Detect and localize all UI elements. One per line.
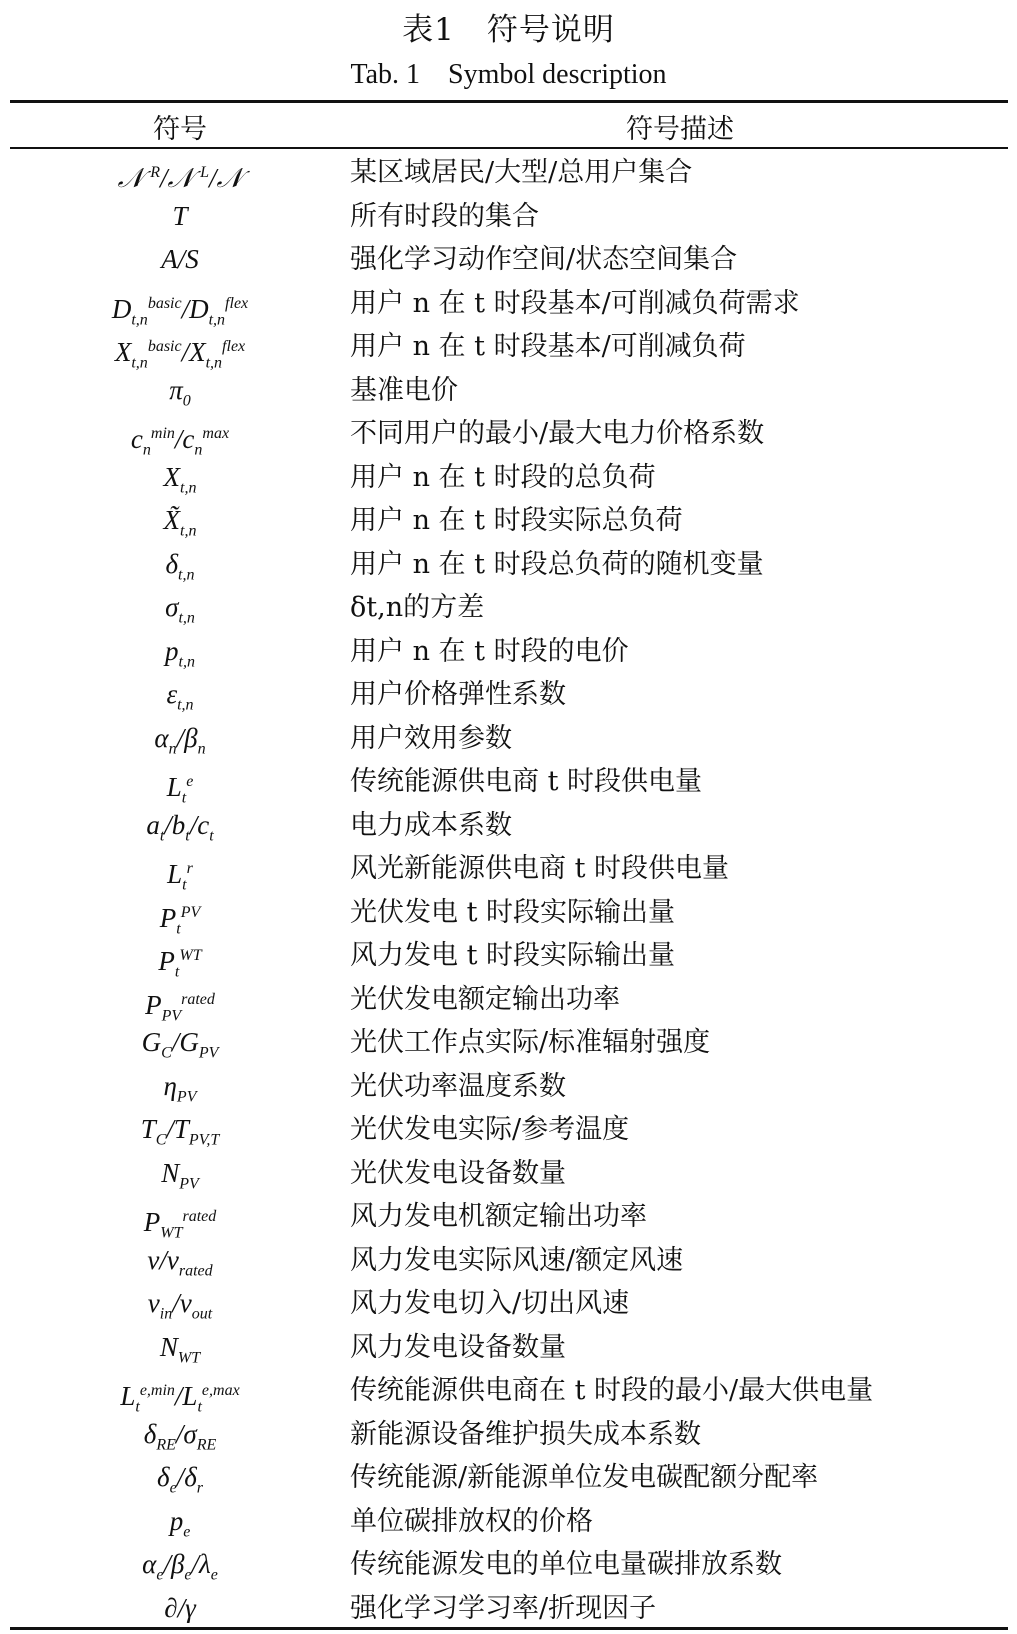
bottom-rule xyxy=(10,1627,1008,1630)
symbol-cell: $N_{WT}$ xyxy=(159,1331,201,1366)
description-cell: 光伏发电额定输出功率 xyxy=(350,983,620,1015)
table-row xyxy=(10,760,1008,807)
table-row xyxy=(10,586,1008,630)
description-cell: 光伏发电实际/参考温度 xyxy=(350,1114,630,1145)
table-row xyxy=(10,1152,1008,1196)
description-cell: 风力发电机额定输出功率 xyxy=(350,1201,647,1232)
table-row xyxy=(10,1500,1008,1544)
description-cell: 所有时段的集合 xyxy=(350,200,539,232)
symbol-cell: $v/v_{rated}$ xyxy=(147,1244,213,1279)
symbol-cell: $N_{PV}$ xyxy=(161,1157,199,1192)
symbol-cell: $X̃_{t,n}$ xyxy=(163,505,197,540)
table-row xyxy=(10,804,1008,848)
description-cell: 某区域居民/大型/总用户集合 xyxy=(350,157,693,188)
symbol-cell: $a_t/b_t/c_t$ xyxy=(146,809,214,844)
description-cell: 用户 n 在 t 时段实际总负荷 xyxy=(350,505,683,536)
table-row xyxy=(10,456,1008,500)
symbol-cell: A/S xyxy=(161,244,199,274)
table-row xyxy=(10,151,1008,195)
table-row xyxy=(10,369,1008,413)
top-rule xyxy=(10,100,1008,103)
symbol-cell: $L_t^{e,min}/L_t^{e,max}$ xyxy=(120,1381,240,1416)
symbol-cell: $P_{PV}^{rated}$ xyxy=(145,989,215,1024)
description-cell: 传统能源供电商在 t 时段的最小/最大供电量 xyxy=(350,1375,874,1406)
description-cell: 风力发电 t 时段实际输出量 xyxy=(350,940,676,971)
description-cell: 用户 n 在 t 时段的总负荷 xyxy=(350,461,656,493)
description-cell: 光伏工作点实际/标准辐射强度 xyxy=(350,1027,711,1058)
symbol-cell: $v_{in}/v_{out}$ xyxy=(147,1288,213,1323)
table-row xyxy=(10,543,1008,587)
header-description: 符号描述 xyxy=(626,114,734,145)
table-row xyxy=(10,978,1008,1022)
table-header xyxy=(10,104,1008,146)
description-cell: 不同用户的最小/最大电力价格系数 xyxy=(350,418,765,449)
table-row xyxy=(10,282,1008,326)
description-cell: 用户效用参数 xyxy=(350,722,512,754)
table-body xyxy=(10,151,1008,1630)
symbol-cell: $L_t^e$ xyxy=(166,772,194,807)
table-row xyxy=(10,1413,1008,1457)
table-row xyxy=(10,1587,1008,1631)
description-cell: 强化学习动作空间/状态空间集合 xyxy=(350,244,738,275)
description-cell: 用户 n 在 t 时段基本/可削减负荷需求 xyxy=(350,287,800,319)
description-cell: 用户 n 在 t 时段的电价 xyxy=(350,635,629,667)
description-cell: 风力发电切入/切出风速 xyxy=(350,1288,630,1319)
symbol-cell: $\eta_{PV}$ xyxy=(163,1070,197,1105)
table-row xyxy=(10,499,1008,543)
symbol-cell: $p_e$ xyxy=(169,1505,191,1540)
description-cell: 用户 n 在 t 时段总负荷的随机变量 xyxy=(350,548,764,580)
description-cell: 光伏发电设备数量 xyxy=(350,1157,566,1189)
description-cell: 风力发电设备数量 xyxy=(350,1331,566,1363)
symbol-cell: $P_t^{WT}$ xyxy=(158,946,202,981)
table-row xyxy=(10,673,1008,717)
description-cell: 光伏功率温度系数 xyxy=(350,1070,566,1102)
symbol-cell: $P_t^{PV}$ xyxy=(159,902,201,937)
symbol-cell: 𝒩 $^R$/𝒩 $^L$/𝒩 xyxy=(117,163,243,193)
symbol-cell: ∂/γ xyxy=(164,1592,196,1623)
symbol-cell: $\alpha_e/\beta_e/\lambda_e$ xyxy=(142,1549,218,1584)
table-row xyxy=(10,1543,1008,1587)
table-row xyxy=(10,238,1008,282)
table-row xyxy=(10,1108,1008,1152)
table-row xyxy=(10,1282,1008,1326)
symbol-cell: $\sigma_{t,n}$ xyxy=(165,592,195,627)
table-row xyxy=(10,325,1008,372)
description-cell: 光伏发电 t 时段实际输出量 xyxy=(350,896,676,928)
symbol-cell: $X_{t,n}$ xyxy=(163,461,197,496)
table-row xyxy=(10,1326,1008,1370)
symbol-cell: $L_t^r$ xyxy=(167,859,193,894)
table-row xyxy=(10,1369,1008,1416)
symbol-cell: $\delta_{t,n}$ xyxy=(165,548,195,583)
description-cell: 基准电价 xyxy=(350,374,458,406)
symbol-cell: $p_{t,n}$ xyxy=(165,635,195,670)
description-cell: 电力成本系数 xyxy=(350,809,512,841)
symbol-cell: T xyxy=(172,200,188,231)
table-row xyxy=(10,847,1008,894)
description-cell: 新能源设备维护损失成本系数 xyxy=(350,1418,701,1450)
table-row xyxy=(10,630,1008,674)
symbol-cell: $\delta_{RE}/\sigma_{RE}$ xyxy=(143,1418,217,1453)
table-title-english: Tab. 1 Symbol description xyxy=(350,59,667,90)
description-cell: 用户价格弹性系数 xyxy=(350,679,566,710)
description-cell: 单位碳排放权的价格 xyxy=(350,1505,593,1537)
description-cell: 传统能源/新能源单位发电碳配额分配率 xyxy=(350,1462,819,1493)
header-rule xyxy=(10,147,1008,149)
header-symbol: 符号 xyxy=(153,114,207,145)
description-cell: 传统能源发电的单位电量碳排放系数 xyxy=(350,1549,782,1580)
table-row xyxy=(10,1195,1008,1242)
description-cell: 强化学习学习率/折现因子 xyxy=(350,1592,657,1624)
table-row xyxy=(10,1456,1008,1500)
symbol-cell: $X_{t,n}^{basic}/X_{t,n}^{flex}$ xyxy=(114,337,246,372)
table-row xyxy=(10,1065,1008,1109)
symbol-cell: $D_{t,n}^{basic}/D_{t,n}^{flex}$ xyxy=(111,293,249,328)
table-row xyxy=(10,891,1008,935)
symbol-cell: $G_C/G_{PV}$ xyxy=(141,1027,219,1062)
table-row xyxy=(10,412,1008,459)
description-cell: 用户 n 在 t 时段基本/可削减负荷 xyxy=(350,331,746,362)
table-row xyxy=(10,934,1008,981)
symbol-cell: $c_n^{min}/c_n^{max}$ xyxy=(130,424,230,459)
symbol-cell: $\delta_e/\delta_r$ xyxy=(157,1462,203,1497)
description-cell: 风力发电实际风速/额定风速 xyxy=(350,1244,684,1276)
description-cell: δt,n的方差 xyxy=(350,592,485,623)
table-row xyxy=(10,195,1008,239)
symbol-cell: $T_C/T_{PV,T}$ xyxy=(140,1114,220,1149)
symbol-cell: $\pi_0$ xyxy=(169,374,191,409)
description-cell: 风光新能源供电商 t 时段供电量 xyxy=(350,853,730,884)
table-row xyxy=(10,1239,1008,1283)
table-title-chinese: 表1 符号说明 xyxy=(402,12,615,48)
symbol-cell: $\alpha_n/\beta_n$ xyxy=(154,722,206,757)
symbol-cell: $P_{WT}^{rated}$ xyxy=(143,1207,217,1242)
table-row xyxy=(10,717,1008,761)
table-row xyxy=(10,1021,1008,1065)
description-cell: 传统能源供电商 t 时段供电量 xyxy=(350,766,703,797)
symbol-cell: $\varepsilon_{t,n}$ xyxy=(166,679,194,714)
